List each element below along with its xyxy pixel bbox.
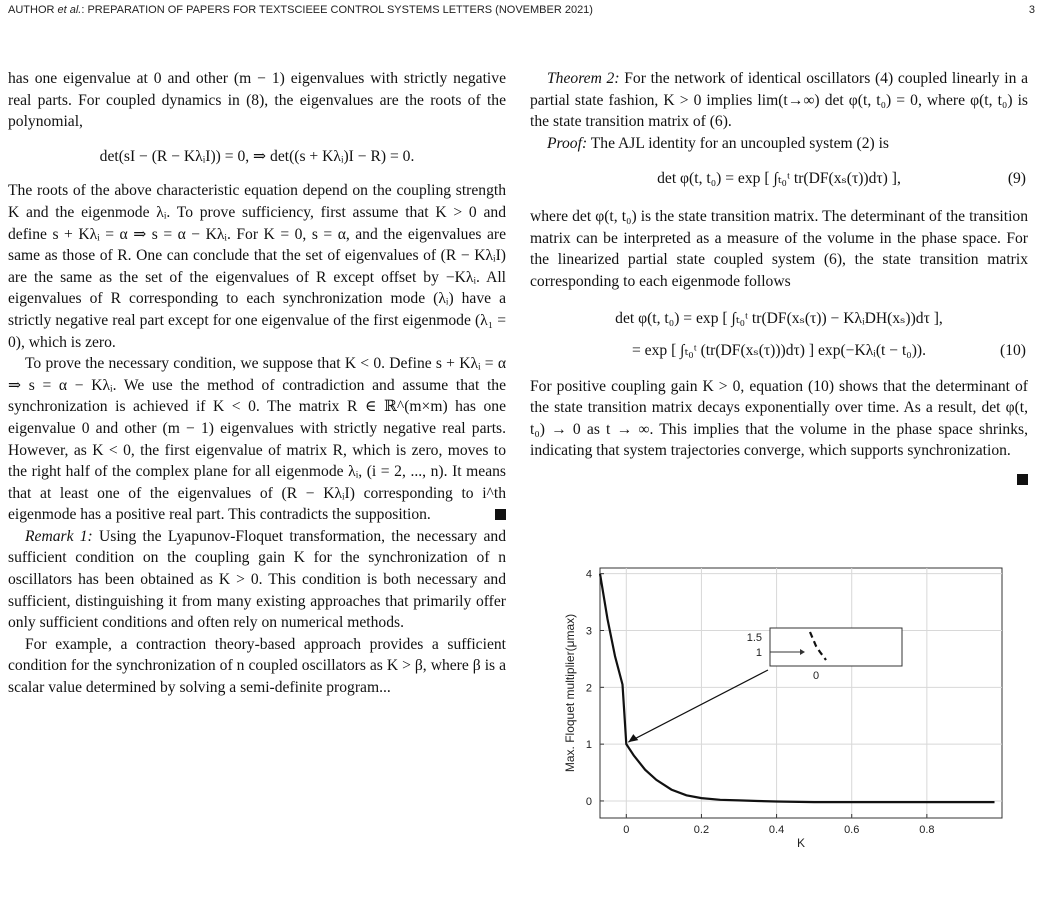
proof-label: Proof:: [547, 134, 588, 152]
y-tick-label: 2: [585, 682, 592, 695]
paragraph: For example, a contraction theory-based approach provides a sufficient condition for the synchronization of n coupled oscillators as K > β, where β is a scalar value determined by solving a semi-definite program...: [8, 635, 506, 697]
page-number: 3: [1028, 4, 1035, 16]
x-tick-label: 0.4: [768, 824, 785, 836]
x-tick-label: 0.2: [693, 824, 710, 836]
y-tick-label: 3: [585, 625, 592, 638]
paragraph: To prove the necessary condition, we suppose that K < 0. Define s + Kλᵢ = α ⇒ s = α − Kλᵢ. We use the method of contradiction and assume that the synchronization is achieved if K < 0. The matrix R ∈ ℝ^(m×m) has one eigenvalue 0 and other (m − 1) eigenvalues with strictly negative real parts. However, as K < 0, the first eigenvalue of matrix R, which is zero, moves to the right half of the complex plane for all eigenmode λᵢ, (i = 2, ..., n). It means that at least one of the eigenvalues of (R − KλᵢI) corresponding to i^th eigenmode has a positive real part. This contradicts the supposition.: [8, 355, 506, 524]
y-tick-label: 0: [585, 795, 592, 808]
remark-label: Remark 1:: [25, 527, 93, 545]
plot-area: [600, 568, 1002, 818]
paragraph: The roots of the above characteristic equation depend on the coupling strength K and the eigenmode λᵢ. To prove sufficiency, first assume that K > 0 and define s + Kλᵢ = α ⇒ s = α − Kλᵢ. For K = 0, s = α, and the eigenvalues are same as those of R. One can conclude that the set of eigenvalues of (R − KλᵢI) are the same as the set of the eigenvalues of R except offset by −Kλᵢ. All eigenvalues of R corresponding to each synchronization mode (λᵢ) have a strictly negative real part except for one eigenvalue of the first eigenmode (λ₁ = 0), which is zero.: [8, 182, 506, 351]
running-header: [8, 4, 1035, 16]
x-tick-label: 0: [623, 824, 630, 836]
y-tick-label: 4: [585, 568, 592, 581]
equation-8-roots: det(sI − (R − KλᵢI)) = 0, ⇒ det((s + Kλᵢ)I − R) = 0.: [99, 147, 415, 165]
y-tick-label: 1: [585, 739, 592, 752]
proof: Proof: The AJL identity for an uncoupled system (2) is: [547, 134, 890, 152]
x-axis-label: K: [796, 836, 806, 850]
right-column: [530, 68, 1028, 490]
equation-9: det φ(t, t₀) = exp [ ∫ₜ₀ᵗ tr(DF(xₛ(τ))dτ) ], (9): [530, 168, 1028, 190]
qed-symbol: [1017, 474, 1028, 485]
paragraph: has one eigenvalue at 0 and other (m − 1) eigenvalues with strictly negative real parts. For coupled dynamics in (8), the eigenvalues are the roots of the polynomial,: [8, 70, 506, 131]
running-title: AUTHOR et al.: PREPARATION OF PAPERS FOR TEXTSCIEEE CONTROL SYSTEMS LETTERS (NOVEMBER 2021): [8, 4, 593, 16]
equation-number: (10): [1000, 341, 1026, 359]
inset-y-tick-label: 1.5: [746, 632, 762, 644]
qed-symbol: [495, 509, 506, 520]
equation-10a: det φ(t, t₀) = exp [ ∫ₜ₀ᵗ tr(DF(xₛ(τ)) − KλᵢDH(xₛ))dτ ],: [615, 310, 943, 328]
inset-x-tick-label: 0: [812, 670, 820, 682]
left-column: [8, 68, 506, 699]
x-tick-label: 0.8: [919, 824, 935, 836]
floquet-multiplier-figure: [560, 562, 1020, 882]
equation-number: (9): [1007, 170, 1026, 188]
inset-y-tick-label: 1: [755, 647, 762, 659]
theorem: Theorem 2: For the network of identical oscillators (4) coupled linearly in a partial state fashion, K > 0 implies lim(t→∞) det φ(t, t₀) = 0, where φ(t, t₀) is the state transition matrix of (6).: [530, 70, 1028, 131]
paragraph: where det φ(t, t₀) is the state transition matrix. The determinant of the transition matrix can be interpreted as a measure of the volume in the phase space. For the linearized partial state coupled system (6), the state transition matrix corresponding to each eigenmode follows: [530, 207, 1028, 290]
floquet-chart: [560, 562, 1020, 882]
y-axis-label: Max. Floquet multiplier(μmax): [563, 613, 577, 773]
x-tick-label: 0.6: [844, 824, 860, 836]
paragraph: For positive coupling gain K > 0, equation (10) shows that the determinant of the state transition matrix decays exponentially over time. As a result, det φ(t, t₀) → 0 as t → ∞. This implies that the volume in the phase space shrinks, indicating that system trajectories converge, which supports synchronization.: [530, 377, 1028, 460]
inset-box: [770, 628, 902, 666]
equation-10b: = exp [ ∫ₜ₀ᵗ (tr(DF(xₛ(τ)))dτ) ] exp(−Kλᵢ(t − t₀)). (10): [530, 340, 1028, 362]
theorem-label: Theorem 2:: [547, 70, 620, 87]
remark: Remark 1: Using the Lyapunov-Floquet transformation, the necessary and sufficient condition on the coupling gain K for the synchronization of n oscillators has been obtained as K > 0. This condition is both necessary and sufficient, distinguishing it from many existing approaches that primarily offer only sufficient conditions and often rely on numerical methods.: [8, 527, 506, 632]
